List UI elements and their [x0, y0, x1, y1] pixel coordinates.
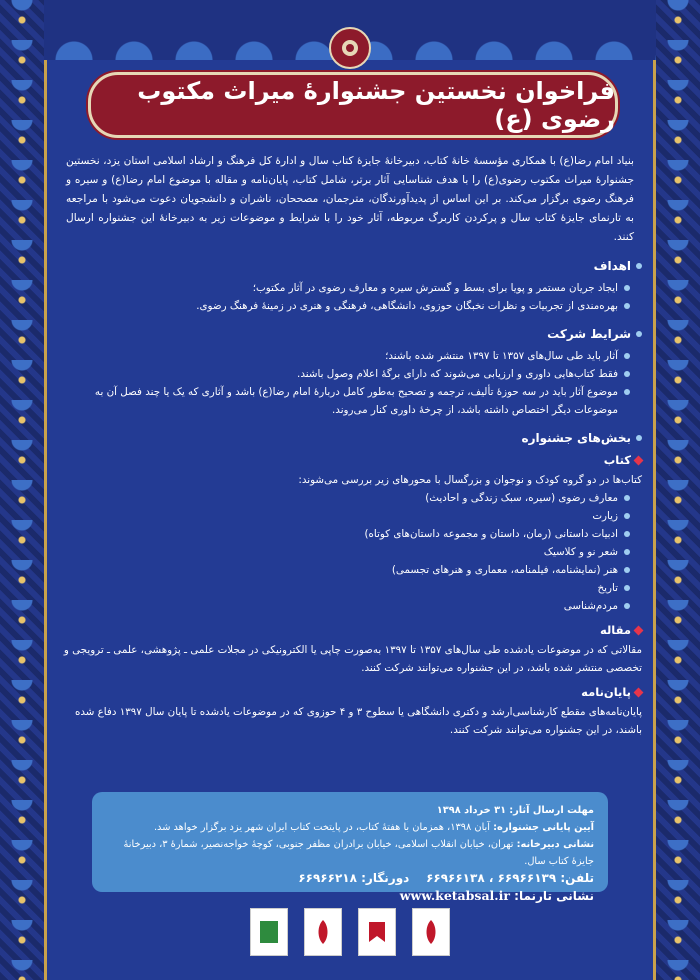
site-link[interactable]: www.ketabsal.ir — [399, 888, 510, 903]
list-item: بهره‌مندی از تجربیات و نظرات نخبگان حوزوی، دانشگاهی، فرهنگی و هنری در زمینهٔ فرهنگ رضوی. — [58, 297, 630, 315]
ceremony-line — [106, 819, 594, 836]
book-heading-text: کتاب — [603, 453, 631, 467]
intro-paragraph: بنیاد امام رضا(ع) با همکاری مؤسسهٔ خانهٔ کتاب، دبیرخانهٔ جایزهٔ کتاب سال و ادارهٔ کل فرهنگ و ارشاد اسلامی استان یزد، نخستین جشنوارهٔ میراث مکتوب رضوی(ع) را با هدف شناسایی آثار برتر، شامل کتاب، پایان‌نامه و مقاله با موضوع امام رضا(ع) و سیره و فرهنگ رضوی برگزار می‌کند. بر این اساس از پدیدآورندگان، مترجمان، مصححان، ناشران و دانشجویان دعوت می‌شود با مراجعه به تارنمای جایزهٔ کتاب سال و پرکردن کاربرگ مربوطه، آثار خود را با شرایط و موضوعات زیر به دبیرخانهٔ این جشنواره ارسال کنند. — [66, 155, 634, 243]
phone-value: ۶۶۹۶۶۱۳۹ ، ۶۶۹۶۶۱۳۸ — [426, 871, 557, 885]
conditions-heading — [58, 327, 642, 341]
deadline-label: مهلت ارسال آثار: — [509, 805, 594, 816]
right-ornament-border — [653, 0, 700, 980]
conditions-list — [58, 347, 642, 419]
diamond-icon — [634, 455, 644, 465]
article-heading — [58, 623, 642, 637]
list-item: زیارت — [58, 507, 630, 525]
phone-label: تلفن: — [560, 871, 594, 885]
conditions-heading-text: شرایط شرکت — [547, 327, 631, 341]
site-label: نشانی تارنما: — [514, 889, 594, 903]
thesis-heading — [58, 685, 642, 699]
address-line — [106, 836, 594, 870]
diamond-icon — [634, 625, 644, 635]
thesis-text: پایان‌نامه‌های مقطع کارشناسی‌ارشد و دکتری دانشگاهی یا سطوح ۳ و ۴ حوزوی که در موضوعات یادشده تا پایان سال ۱۳۹۷ دفاع شده باشند، در این جشنواره می‌توانند شرکت کنند. — [74, 706, 642, 736]
sponsor-logos — [250, 904, 450, 960]
emblem-logo-icon — [412, 908, 450, 956]
list-item: مردم‌شناسی — [58, 597, 630, 615]
floral-ornament-icon — [322, 18, 378, 74]
left-ornament-border — [0, 0, 47, 980]
sections-heading-text: بخش‌های جشنواره — [521, 431, 631, 445]
list-item: ایجاد جریان مستمر و پویا برای بسط و گسترش سیره و معارف رضوی در آثار مکتوب؛ — [58, 279, 630, 297]
thesis-heading-text: پایان‌نامه — [581, 685, 631, 699]
address-value: تهران، خیابان انقلاب اسلامی، خیابان برادران مظفر جنوبی، کوچهٔ خواجه‌نصیر، شمارهٔ ۳، دبیرخانهٔ جایزهٔ کتاب سال. — [123, 839, 594, 867]
address-label: نشانی دبیرخانه: — [516, 839, 594, 850]
list-item: آثار باید طی سال‌های ۱۳۵۷ تا ۱۳۹۷ منتشر شده باشند؛ — [58, 347, 630, 365]
heading-bullet-icon — [636, 263, 642, 269]
ceremony-value: آبان ۱۳۹۸، همزمان با هفتهٔ کتاب، در پایتخت کتاب ایران شهر یزد برگزار خواهد شد. — [153, 822, 491, 833]
list-item: فقط کتاب‌هایی داوری و ارزیابی می‌شوند که دارای برگهٔ اعلام وصول باشند. — [58, 365, 630, 383]
goals-list — [58, 279, 642, 315]
title-banner — [88, 72, 618, 138]
diamond-icon — [634, 687, 644, 697]
list-item: ادبیات داستانی (رمان، داستان و مجموعه داستان‌های کوتاه) — [58, 525, 630, 543]
list-item: تاریخ — [58, 579, 630, 597]
list-item: هنر (نمایشنامه، فیلمنامه، معماری و هنرهای تجسمی) — [58, 561, 630, 579]
list-item: موضوع آثار باید در سه حوزهٔ تألیف، ترجمه و تصحیح به‌طور کامل دربارهٔ امام رضا(ع) باشد و آثاری که یک یا چند فصل آن به موضوعات دیگر اختصاص داشته باشد، از چرخهٔ داوری کنار می‌روند. — [58, 383, 630, 419]
goals-heading — [58, 259, 642, 273]
website-line — [106, 887, 594, 905]
info-box — [92, 792, 608, 903]
fax-value: ۶۶۹۶۶۲۱۸ — [298, 871, 357, 885]
heading-bullet-icon — [636, 331, 642, 337]
article-heading-text: مقاله — [599, 623, 631, 637]
deadline-line — [106, 802, 594, 819]
book-lead: کتاب‌ها در دو گروه کودک و نوجوان و بزرگسال با محورهای زیر بررسی می‌شوند: — [298, 474, 642, 486]
main-content — [58, 152, 642, 739]
heading-bullet-icon — [636, 435, 642, 441]
list-item: معارف رضوی (سیره، سبک زندگی و احادیث) — [58, 489, 630, 507]
goals-heading-text: اهداف — [593, 259, 631, 273]
book-topics-list — [58, 489, 642, 615]
deadline-value: ۳۱ خرداد ۱۳۹۸ — [436, 805, 507, 816]
book-heading — [58, 453, 642, 467]
ministry-logo-icon — [304, 908, 342, 956]
sections-heading — [58, 431, 642, 445]
article-text: مقالاتی که در موضوعات یادشده طی سال‌های ۱۳۵۷ تا ۱۳۹۷ به‌صورت چاپی یا الکترونیکی در مجلات علمی ـ پژوهشی، علمی ـ ترویجی و تخصصی منتشر شده باشد، در این جشنواره می‌توانند شرکت کنند. — [63, 644, 642, 674]
foundation-logo-icon — [250, 908, 288, 956]
contact-line — [106, 870, 594, 887]
page-title: فراخوان نخستین جشنوارۀ میراث مکتوب رضوی (ع) — [137, 77, 615, 133]
ceremony-label: آیین پایانی جشنواره: — [493, 822, 594, 833]
fax-label: دورنگار: — [361, 871, 410, 885]
book-house-logo-icon — [358, 908, 396, 956]
list-item: شعر نو و کلاسیک — [58, 543, 630, 561]
